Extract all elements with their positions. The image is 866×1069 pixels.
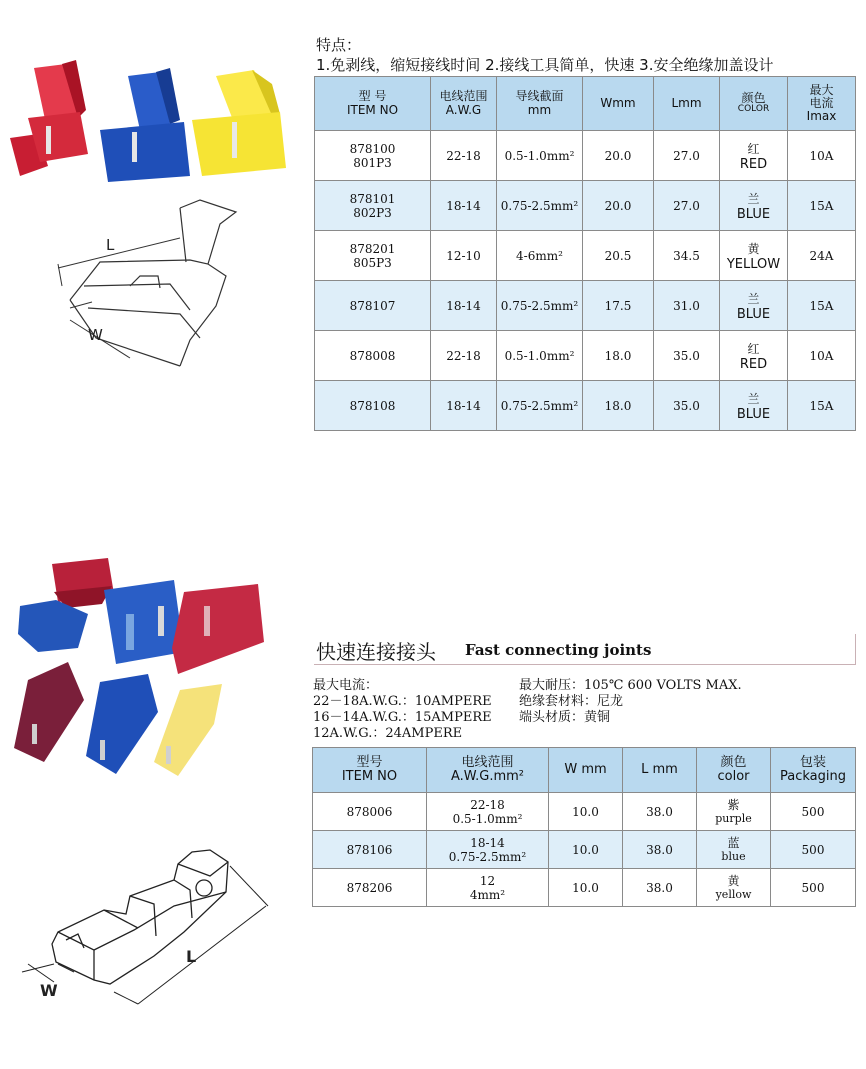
- table-row: 878206 12 4mm² 10.0 38.0 黄 yellow 500: [313, 869, 856, 907]
- top-l-label: L: [106, 236, 115, 254]
- spec-line: 16－14A.W.G.：15AMPERE: [313, 710, 492, 725]
- section-title-en: Fast connecting joints: [465, 641, 652, 659]
- material-specs: [519, 678, 742, 726]
- header-imax: 最大电流 Imax: [788, 77, 856, 131]
- header-l: Lmm: [654, 77, 720, 131]
- top-w-label: W: [88, 326, 103, 344]
- fast-connectors-photo: [8, 552, 278, 792]
- table-row: 878008 22-18 0.5-1.0mm² 18.0 35.0 红 RED 10A: [315, 331, 856, 381]
- header-item-no: 型 号 ITEM NO: [315, 77, 431, 131]
- header-item-no: 型号 ITEM NO: [313, 748, 427, 793]
- table-row: 878107 18-14 0.75-2.5mm² 17.5 31.0 兰 BLUE 15A: [315, 281, 856, 331]
- max-current-specs: [313, 678, 492, 742]
- features-line: 1.免剥线，缩短接线时间 2.接线工具简单，快速 3.安全绝缘加盖设计: [316, 56, 774, 74]
- red-open-joint-image: [172, 584, 264, 674]
- voltage-spec: 最大耐压：105℃ 600 VOLTS MAX.: [519, 678, 742, 693]
- terminal-spec: 端头材质：黄铜: [519, 710, 611, 725]
- yellow-t-joint-image: [154, 684, 222, 776]
- header-packaging: 包装 Packaging: [771, 748, 856, 793]
- table-row: 878201 805P3 12-10 4-6mm² 20.5 34.5 黄 YELLOW 24A: [315, 231, 856, 281]
- table-row: 878106 18-14 0.75-2.5mm² 10.0 38.0 蓝 blue 500: [313, 831, 856, 869]
- table1-header-row: [315, 77, 856, 131]
- bottom-l-label: L: [186, 947, 197, 966]
- max-current-label: 最大电流：: [313, 678, 379, 693]
- header-color: 颜色 COLOR: [720, 77, 788, 131]
- insulation-spec: 绝缘套材料：尼龙: [519, 694, 624, 709]
- header-awg-mm: 电线范围 A.W.G.mm²: [427, 748, 549, 793]
- top-dimension-drawing: [40, 190, 240, 390]
- red-connector-image: [10, 60, 88, 176]
- header-l: L mm: [623, 748, 697, 793]
- yellow-connector-image: [192, 70, 286, 176]
- header-w: W mm: [549, 748, 623, 793]
- table2-header-row: [313, 748, 856, 793]
- blue-t-joint-image: [86, 674, 158, 774]
- table-row: 878006 22-18 0.5-1.0mm² 10.0 38.0 紫 purple 500: [313, 793, 856, 831]
- header-color: 颜色 color: [697, 748, 771, 793]
- section-title-cn: 快速连接接头: [316, 640, 436, 664]
- table-row: 878108 18-14 0.75-2.5mm² 18.0 35.0 兰 BLUE 15A: [315, 381, 856, 431]
- spec-line: 22－18A.W.G.：10AMPERE: [313, 694, 492, 709]
- blue-connector-image: [100, 68, 190, 182]
- spec-table-2: [312, 747, 856, 907]
- spec-table-1: [314, 76, 856, 431]
- spec-line: 12A.W.G.：24AMPERE: [313, 726, 463, 741]
- table-row: 878101 802P3 18-14 0.75-2.5mm² 20.0 27.0 兰 BLUE 15A: [315, 181, 856, 231]
- purple-joint-image: [14, 662, 84, 762]
- header-mm: 导线截面 mm: [497, 77, 583, 131]
- fast-joints-heading: [314, 634, 856, 665]
- table-row: 878100 801P3 22-18 0.5-1.0mm² 20.0 27.0 红 RED 10A: [315, 131, 856, 181]
- top-connectors-photo: [4, 58, 294, 188]
- blue-joint-image: [18, 600, 88, 652]
- header-w: Wmm: [583, 77, 654, 131]
- red-joint-image: [52, 558, 114, 608]
- blue-open-joint-image: [104, 580, 184, 664]
- header-awg: 电线范围 A.W.G: [431, 77, 497, 131]
- bottom-dimension-drawing: [14, 836, 284, 1012]
- bottom-w-label: W: [40, 981, 58, 1000]
- features-title: 特点：: [316, 36, 362, 54]
